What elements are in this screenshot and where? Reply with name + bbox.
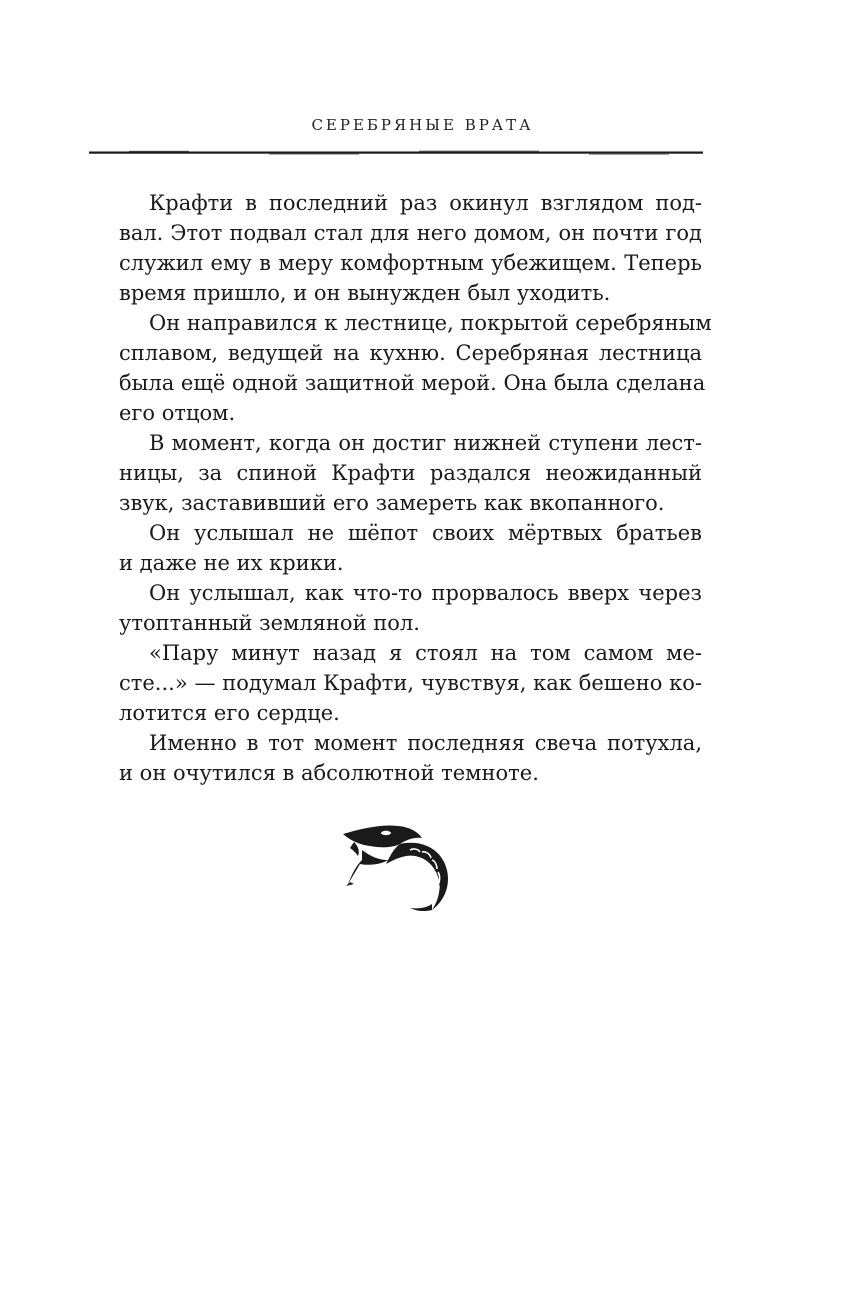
text-line: сте...» — подумал Крафти, чувствуя, как бешено ко- bbox=[119, 671, 702, 695]
text-line: Крафти в последний раз окинул взглядом под- bbox=[149, 191, 702, 215]
text-line: и он очутился в абсолютной темноте. bbox=[119, 761, 539, 785]
text-line: вал. Этот подвал стал для него домом, он почти год bbox=[119, 221, 702, 245]
text-line: ницы, за спиной Крафти раздался неожиданный bbox=[119, 461, 702, 485]
paragraph bbox=[89, 728, 702, 788]
paragraph bbox=[89, 518, 702, 578]
header-rule-divider bbox=[89, 150, 703, 155]
paragraph bbox=[89, 308, 712, 428]
text-line: В момент, когда он достиг нижней ступени лест- bbox=[149, 431, 702, 455]
text-line: его отцом. bbox=[119, 401, 236, 425]
body-text bbox=[89, 188, 712, 788]
running-head-title: СЕРЕБРЯНЫЕ ВРАТА bbox=[311, 116, 534, 134]
text-line: утоптанный земляной пол. bbox=[119, 611, 420, 635]
text-line: Он направился к лестнице, покрытой серебряным bbox=[149, 311, 712, 335]
snake-ornament-icon bbox=[340, 820, 455, 912]
text-line: «Пару минут назад я стоял на том самом ме- bbox=[149, 641, 702, 665]
text-line: время пришло, и он вынужден был уходить. bbox=[119, 281, 611, 305]
text-line: и даже не их крики. bbox=[119, 551, 344, 575]
text-line: была ещё одной защитной мерой. Она была сделана bbox=[119, 371, 706, 395]
text-line: сплавом, ведущей на кухню. Серебряная лестница bbox=[119, 341, 702, 365]
paragraph bbox=[89, 188, 702, 308]
text-line: Он услышал, как что-то прорвалось вверх через bbox=[149, 581, 702, 605]
paragraph bbox=[89, 638, 702, 728]
paragraph bbox=[89, 428, 702, 518]
text-line: звук, заставивший его замереть как вкопанного. bbox=[119, 491, 665, 515]
text-line: служил ему в меру комфортным убежищем. Теперь bbox=[119, 251, 702, 275]
paragraph bbox=[89, 578, 702, 638]
text-line: Он услышал не шёпот своих мёртвых братьев bbox=[149, 521, 702, 545]
text-line: лотится его сердце. bbox=[119, 701, 340, 725]
text-line: Именно в тот момент последняя свеча потухла, bbox=[149, 731, 702, 755]
